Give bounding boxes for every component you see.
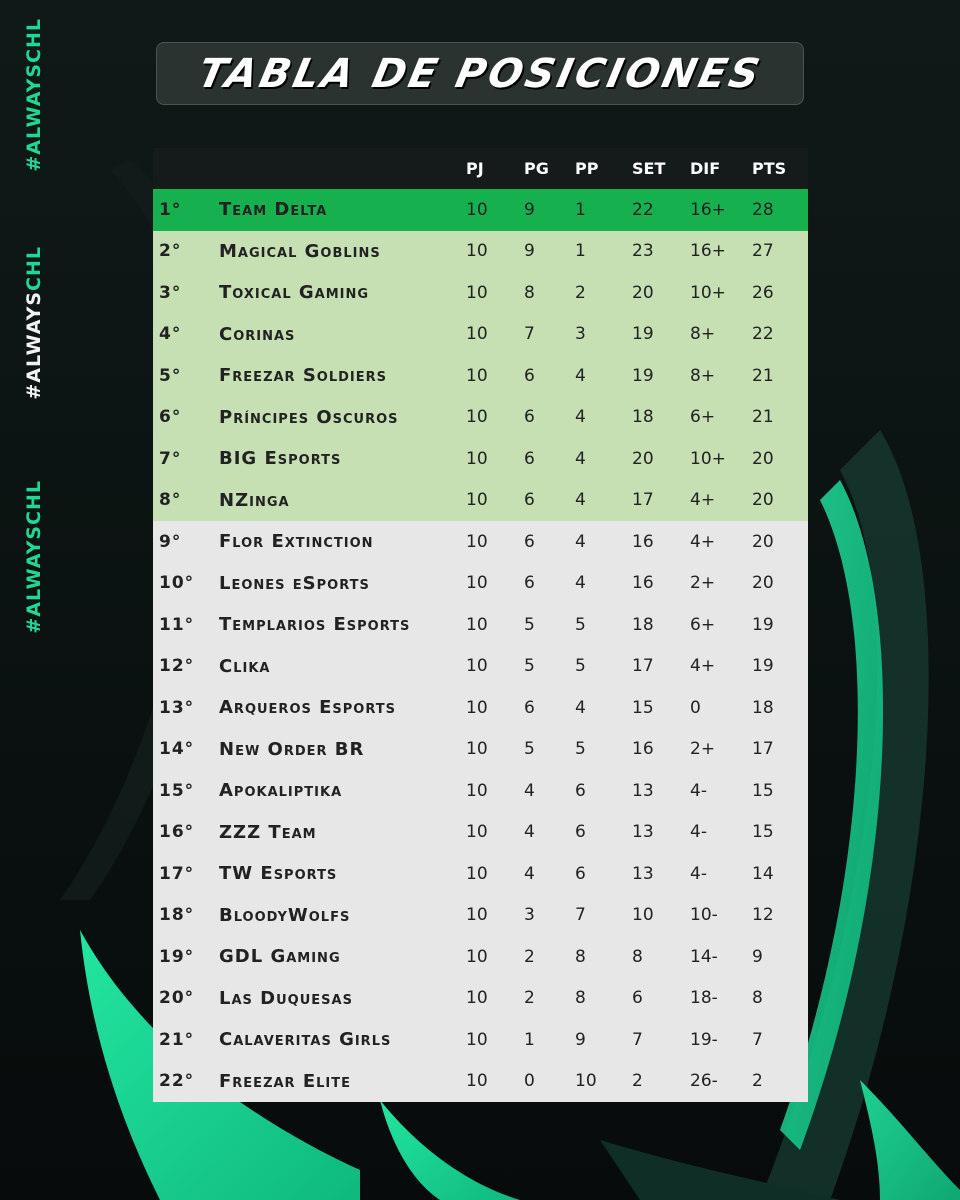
- pts-cell: 28: [752, 199, 774, 220]
- position-cell: 17°: [159, 863, 195, 884]
- pts-cell: 7: [752, 1029, 763, 1050]
- table-row: [153, 978, 808, 1020]
- pp-cell: 4: [575, 490, 586, 511]
- pts-cell: 14: [752, 863, 774, 884]
- hashtag-3: #ALWAYSCHL: [23, 480, 45, 634]
- pp-cell: 5: [575, 656, 586, 677]
- dif-cell: 4+: [690, 531, 716, 552]
- pts-cell: 9: [752, 946, 763, 967]
- pg-cell: 6: [524, 531, 535, 552]
- pj-cell: 10: [466, 614, 488, 635]
- pp-cell: 4: [575, 407, 586, 428]
- pp-cell: 3: [575, 324, 586, 345]
- table-row: [153, 687, 808, 729]
- pts-cell: 15: [752, 780, 774, 801]
- set-cell: 22: [632, 199, 654, 220]
- table-row: [153, 480, 808, 522]
- pj-cell: 10: [466, 988, 488, 1009]
- table-row: [153, 853, 808, 895]
- header-set: SET: [632, 159, 666, 178]
- position-cell: 7°: [159, 448, 182, 469]
- set-cell: 6: [632, 988, 643, 1009]
- pts-cell: 2: [752, 1071, 763, 1092]
- position-cell: 6°: [159, 407, 182, 428]
- table-row: [153, 646, 808, 688]
- pg-cell: 3: [524, 905, 535, 926]
- team-name-cell: New Order BR: [219, 738, 365, 760]
- pg-cell: 6: [524, 407, 535, 428]
- set-cell: 2: [632, 1071, 643, 1092]
- team-name-cell: Las Duquesas: [219, 987, 353, 1009]
- pp-cell: 8: [575, 946, 586, 967]
- set-cell: 16: [632, 739, 654, 760]
- pj-cell: 10: [466, 822, 488, 843]
- set-cell: 7: [632, 1029, 643, 1050]
- team-name-cell: BloodyWolfs: [219, 904, 351, 926]
- pp-cell: 2: [575, 282, 586, 303]
- set-cell: 16: [632, 573, 654, 594]
- pts-cell: 17: [752, 739, 774, 760]
- table-row: [153, 936, 808, 978]
- pts-cell: 22: [752, 324, 774, 345]
- pts-cell: 19: [752, 614, 774, 635]
- table-row: [153, 272, 808, 314]
- pg-cell: 6: [524, 490, 535, 511]
- pp-cell: 4: [575, 697, 586, 718]
- set-cell: 19: [632, 365, 654, 386]
- set-cell: 23: [632, 241, 654, 262]
- position-cell: 15°: [159, 780, 195, 801]
- pj-cell: 10: [466, 241, 488, 262]
- pp-cell: 4: [575, 365, 586, 386]
- set-cell: 19: [632, 324, 654, 345]
- table-row: [153, 729, 808, 771]
- pj-cell: 10: [466, 905, 488, 926]
- dif-cell: 10+: [690, 282, 726, 303]
- position-cell: 18°: [159, 905, 195, 926]
- pj-cell: 10: [466, 1071, 488, 1092]
- pg-cell: 6: [524, 697, 535, 718]
- pj-cell: 10: [466, 407, 488, 428]
- table-row: [153, 895, 808, 937]
- pts-cell: 8: [752, 988, 763, 1009]
- set-cell: 10: [632, 905, 654, 926]
- table-row: [153, 314, 808, 356]
- pg-cell: 4: [524, 780, 535, 801]
- pj-cell: 10: [466, 656, 488, 677]
- table-body: [153, 189, 808, 1102]
- team-name-cell: Freezar Elite: [219, 1070, 351, 1092]
- pj-cell: 10: [466, 490, 488, 511]
- pp-cell: 5: [575, 614, 586, 635]
- pj-cell: 10: [466, 199, 488, 220]
- pg-cell: 9: [524, 199, 535, 220]
- position-cell: 22°: [159, 1071, 195, 1092]
- pts-cell: 20: [752, 573, 774, 594]
- position-cell: 21°: [159, 1029, 195, 1050]
- set-cell: 8: [632, 946, 643, 967]
- dif-cell: 19-: [690, 1029, 718, 1050]
- pj-cell: 10: [466, 365, 488, 386]
- team-name-cell: BIG Esports: [219, 448, 342, 470]
- team-name-cell: TW Esports: [219, 863, 338, 885]
- team-name-cell: Clika: [219, 655, 271, 677]
- pts-cell: 18: [752, 697, 774, 718]
- position-cell: 9°: [159, 531, 182, 552]
- pts-cell: 20: [752, 531, 774, 552]
- set-cell: 13: [632, 822, 654, 843]
- pj-cell: 10: [466, 1029, 488, 1050]
- set-cell: 15: [632, 697, 654, 718]
- position-cell: 1°: [159, 199, 182, 220]
- dif-cell: 4-: [690, 822, 707, 843]
- pts-cell: 20: [752, 490, 774, 511]
- set-cell: 13: [632, 863, 654, 884]
- team-name-cell: NZinga: [219, 489, 290, 511]
- team-name-cell: Arqueros Esports: [219, 697, 397, 719]
- header-pts: PTS: [752, 159, 787, 178]
- pj-cell: 10: [466, 324, 488, 345]
- set-cell: 13: [632, 780, 654, 801]
- pj-cell: 10: [466, 780, 488, 801]
- header-dif: DIF: [690, 159, 721, 178]
- pj-cell: 10: [466, 448, 488, 469]
- team-name-cell: ZZZ Team: [219, 821, 317, 843]
- pp-cell: 9: [575, 1029, 586, 1050]
- pg-cell: 6: [524, 365, 535, 386]
- table-row: [153, 438, 808, 480]
- dif-cell: 14-: [690, 946, 718, 967]
- pj-cell: 10: [466, 863, 488, 884]
- pg-cell: 2: [524, 988, 535, 1009]
- dif-cell: 8+: [690, 365, 716, 386]
- page-title: TABLA DE POSICIONES: [193, 50, 767, 97]
- pg-cell: 5: [524, 656, 535, 677]
- pg-cell: 6: [524, 448, 535, 469]
- dif-cell: 16+: [690, 241, 726, 262]
- team-name-cell: Team Delta: [219, 199, 328, 221]
- pg-cell: 0: [524, 1071, 535, 1092]
- position-cell: 12°: [159, 656, 195, 677]
- table-header-row: [153, 148, 808, 189]
- pts-cell: 26: [752, 282, 774, 303]
- table-row: [153, 1061, 808, 1103]
- pp-cell: 6: [575, 780, 586, 801]
- team-name-cell: Príncipes Oscuros: [219, 406, 399, 428]
- dif-cell: 4+: [690, 656, 716, 677]
- team-name-cell: Flor Extinction: [219, 531, 374, 553]
- team-name-cell: Freezar Soldiers: [219, 365, 388, 387]
- header-pj: PJ: [466, 159, 484, 178]
- pp-cell: 7: [575, 905, 586, 926]
- team-name-cell: Toxical Gaming: [219, 282, 370, 304]
- table-row: [153, 397, 808, 439]
- pp-cell: 6: [575, 863, 586, 884]
- dif-cell: 4-: [690, 780, 707, 801]
- table-row: [153, 1019, 808, 1061]
- pp-cell: 1: [575, 241, 586, 262]
- table-row: [153, 521, 808, 563]
- team-name-cell: Apokaliptika: [219, 780, 343, 802]
- pg-cell: 7: [524, 324, 535, 345]
- table-row: [153, 355, 808, 397]
- pts-cell: 27: [752, 241, 774, 262]
- table-row: [153, 812, 808, 854]
- pts-cell: 15: [752, 822, 774, 843]
- dif-cell: 10+: [690, 448, 726, 469]
- pj-cell: 10: [466, 282, 488, 303]
- title-banner: [156, 42, 804, 105]
- hashtag-2: #ALWAYSCHL: [23, 246, 45, 400]
- table-row: [153, 604, 808, 646]
- dif-cell: 18-: [690, 988, 718, 1009]
- pg-cell: 9: [524, 241, 535, 262]
- hashtag-sidebar: [22, 18, 46, 668]
- pj-cell: 10: [466, 573, 488, 594]
- dif-cell: 6+: [690, 407, 716, 428]
- team-name-cell: Templarios Esports: [219, 614, 411, 636]
- standings-table: [153, 148, 808, 1102]
- dif-cell: 2+: [690, 573, 716, 594]
- position-cell: 14°: [159, 739, 195, 760]
- position-cell: 8°: [159, 490, 182, 511]
- set-cell: 18: [632, 614, 654, 635]
- pg-cell: 5: [524, 614, 535, 635]
- pp-cell: 8: [575, 988, 586, 1009]
- position-cell: 10°: [159, 573, 195, 594]
- set-cell: 20: [632, 448, 654, 469]
- team-name-cell: GDL Gaming: [219, 946, 341, 968]
- dif-cell: 0: [690, 697, 701, 718]
- table-row: [153, 770, 808, 812]
- pp-cell: 4: [575, 573, 586, 594]
- position-cell: 3°: [159, 282, 182, 303]
- pg-cell: 4: [524, 863, 535, 884]
- pts-cell: 20: [752, 448, 774, 469]
- dif-cell: 10-: [690, 905, 718, 926]
- dif-cell: 16+: [690, 199, 726, 220]
- pj-cell: 10: [466, 739, 488, 760]
- position-cell: 4°: [159, 324, 182, 345]
- header-pp: PP: [575, 159, 599, 178]
- set-cell: 17: [632, 490, 654, 511]
- position-cell: 13°: [159, 697, 195, 718]
- pts-cell: 21: [752, 407, 774, 428]
- team-name-cell: Corinas: [219, 323, 296, 345]
- dif-cell: 4-: [690, 863, 707, 884]
- position-cell: 16°: [159, 822, 195, 843]
- set-cell: 16: [632, 531, 654, 552]
- pp-cell: 10: [575, 1071, 597, 1092]
- pp-cell: 6: [575, 822, 586, 843]
- position-cell: 5°: [159, 365, 182, 386]
- set-cell: 17: [632, 656, 654, 677]
- position-cell: 19°: [159, 946, 195, 967]
- pp-cell: 5: [575, 739, 586, 760]
- team-name-cell: Magical Goblins: [219, 240, 381, 262]
- position-cell: 2°: [159, 241, 182, 262]
- table-row: [153, 563, 808, 605]
- pp-cell: 4: [575, 531, 586, 552]
- pts-cell: 12: [752, 905, 774, 926]
- dif-cell: 6+: [690, 614, 716, 635]
- pp-cell: 1: [575, 199, 586, 220]
- position-cell: 11°: [159, 614, 195, 635]
- dif-cell: 2+: [690, 739, 716, 760]
- pp-cell: 4: [575, 448, 586, 469]
- set-cell: 18: [632, 407, 654, 428]
- header-pg: PG: [524, 159, 549, 178]
- pg-cell: 6: [524, 573, 535, 594]
- pj-cell: 10: [466, 531, 488, 552]
- team-name-cell: Leones eSports: [219, 572, 370, 594]
- set-cell: 20: [632, 282, 654, 303]
- dif-cell: 26-: [690, 1071, 718, 1092]
- team-name-cell: Calaveritas Girls: [219, 1029, 392, 1051]
- pg-cell: 4: [524, 822, 535, 843]
- pg-cell: 1: [524, 1029, 535, 1050]
- pts-cell: 21: [752, 365, 774, 386]
- pg-cell: 8: [524, 282, 535, 303]
- pg-cell: 2: [524, 946, 535, 967]
- pj-cell: 10: [466, 946, 488, 967]
- table-row: [153, 231, 808, 273]
- pg-cell: 5: [524, 739, 535, 760]
- pts-cell: 19: [752, 656, 774, 677]
- pj-cell: 10: [466, 697, 488, 718]
- hashtag-1: #ALWAYSCHL: [23, 18, 45, 172]
- position-cell: 20°: [159, 988, 195, 1009]
- table-row: [153, 189, 808, 231]
- dif-cell: 8+: [690, 324, 716, 345]
- dif-cell: 4+: [690, 490, 716, 511]
